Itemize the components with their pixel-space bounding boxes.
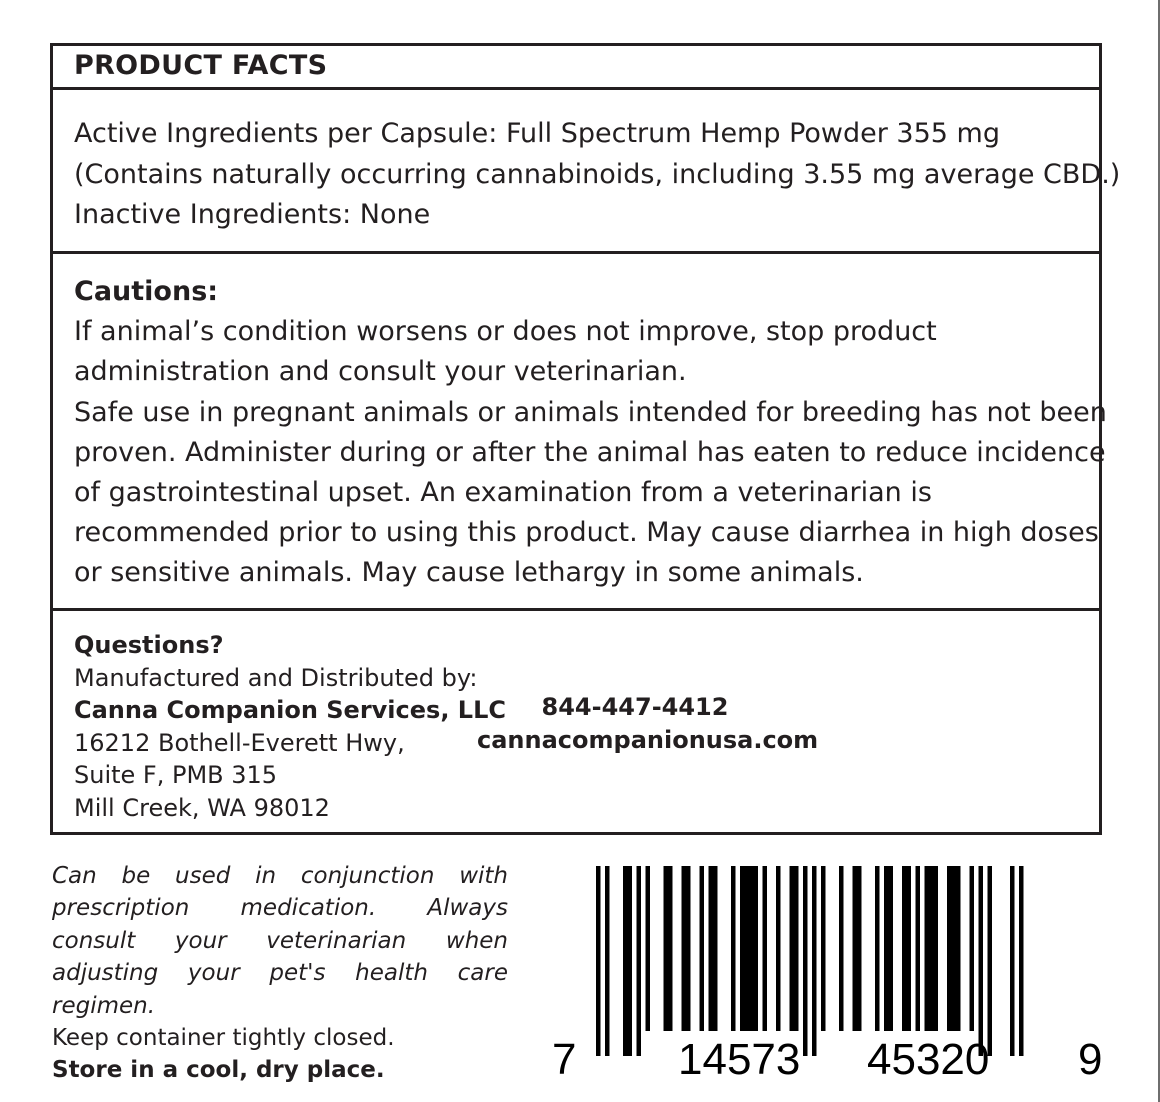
barcode-bar (970, 866, 975, 1031)
address-line-3: Mill Creek, WA 98012 (74, 793, 330, 822)
barcode-bar (803, 866, 808, 1056)
barcode-bar (979, 866, 984, 1056)
active-ingredients-line: Active Ingredients per Capsule: Full Spectrum Hemp Powder 355 mg (74, 118, 1000, 149)
barcode-bar (664, 866, 673, 1031)
caution-line: of gastrointestinal upset. An examination from a veterinarian is (74, 477, 932, 509)
product-facts-title: PRODUCT FACTS (74, 50, 328, 81)
barcode-bar (839, 866, 844, 1031)
barcode-bar (740, 866, 758, 1031)
barcode-bars (596, 866, 1024, 1056)
inactive-ingredients-line: Inactive Ingredients: None (74, 199, 431, 230)
barcode-bar (763, 866, 768, 1031)
barcode-left-group: 14573 (678, 1035, 801, 1084)
barcode-right-group: 45320 (867, 1035, 990, 1084)
barcode-bar (596, 866, 601, 1056)
barcode-bar (812, 866, 817, 1056)
caution-line: or sensitive animals. May cause lethargy in some animals. (74, 557, 864, 589)
manufactured-by-label: Manufactured and Distributed by: (74, 663, 478, 692)
cautions-section (53, 254, 1107, 611)
barcode-bar (1019, 866, 1024, 1056)
barcode-bar (1010, 866, 1015, 1056)
manufacturer-block (74, 629, 506, 824)
questions-section (53, 611, 1099, 835)
barcode-bar (646, 866, 651, 1031)
caution-line: administration and consult your veterinarian. (74, 356, 687, 388)
barcode-first-digit: 7 (552, 1035, 577, 1084)
barcode-bar (709, 866, 718, 1031)
cautions-heading: Cautions: (74, 276, 219, 307)
barcode-bar (605, 866, 610, 1056)
caution-line: Safe use in pregnant animals or animals intended for breeding has not been (74, 396, 1107, 428)
address-line-1: 16212 Bothell-Everett Hwy, (74, 728, 405, 757)
barcode-bar (875, 866, 880, 1031)
barcode-bar (682, 866, 691, 1031)
caution-line: proven. Administer during or after the animal has eaten to reduce incidence (74, 436, 1106, 468)
barcode-bar (902, 866, 911, 1031)
barcode-bar (623, 866, 632, 1056)
product-facts-panel (50, 43, 1121, 835)
barcode-bar (925, 866, 939, 1031)
barcode (540, 862, 1120, 1092)
caution-line: If animal’s condition worsens or does not improve, stop product (74, 316, 937, 348)
barcode-bar (700, 866, 705, 1031)
questions-heading: Questions? (74, 631, 224, 659)
barcode-bar (776, 866, 781, 1031)
cannabinoids-note-line: (Contains naturally occurring cannabinoids, including 3.55 mg average CBD.) (74, 158, 1121, 190)
address-line-2: Suite F, PMB 315 (74, 761, 278, 789)
barcode-bar (790, 866, 799, 1031)
barcode-last-digit: 9 (1078, 1035, 1103, 1084)
ingredients-section (53, 90, 1121, 254)
usage-notes (52, 860, 508, 1087)
barcode-bar (853, 866, 862, 1031)
barcode-bar (821, 866, 826, 1031)
barcode-bar (947, 866, 961, 1031)
product-facts-header (53, 46, 1099, 90)
storage-note: Store in a cool, dry place. (52, 1057, 385, 1084)
conjunction-note: Can be used in conjunction with prescription medication. Always consult your veterinarian when adjusting your pet's health care regimen. (52, 863, 508, 1019)
barcode-bar (884, 866, 893, 1031)
contact-block (477, 691, 819, 757)
barcode-bar (731, 866, 736, 1031)
keep-closed-note: Keep container tightly closed. (52, 1025, 395, 1052)
barcode-bar (916, 866, 921, 1031)
barcode-bar (637, 866, 642, 1056)
barcode-bar (988, 866, 993, 1056)
website-link: cannacompanionusa.com (477, 726, 819, 754)
barcode-graphic (540, 862, 1120, 1092)
phone-number: 844-447-4412 (541, 693, 729, 721)
company-name: Canna Companion Services, LLC (74, 696, 506, 724)
caution-line: recommended prior to using this product. May cause diarrhea in high doses (74, 517, 1099, 549)
